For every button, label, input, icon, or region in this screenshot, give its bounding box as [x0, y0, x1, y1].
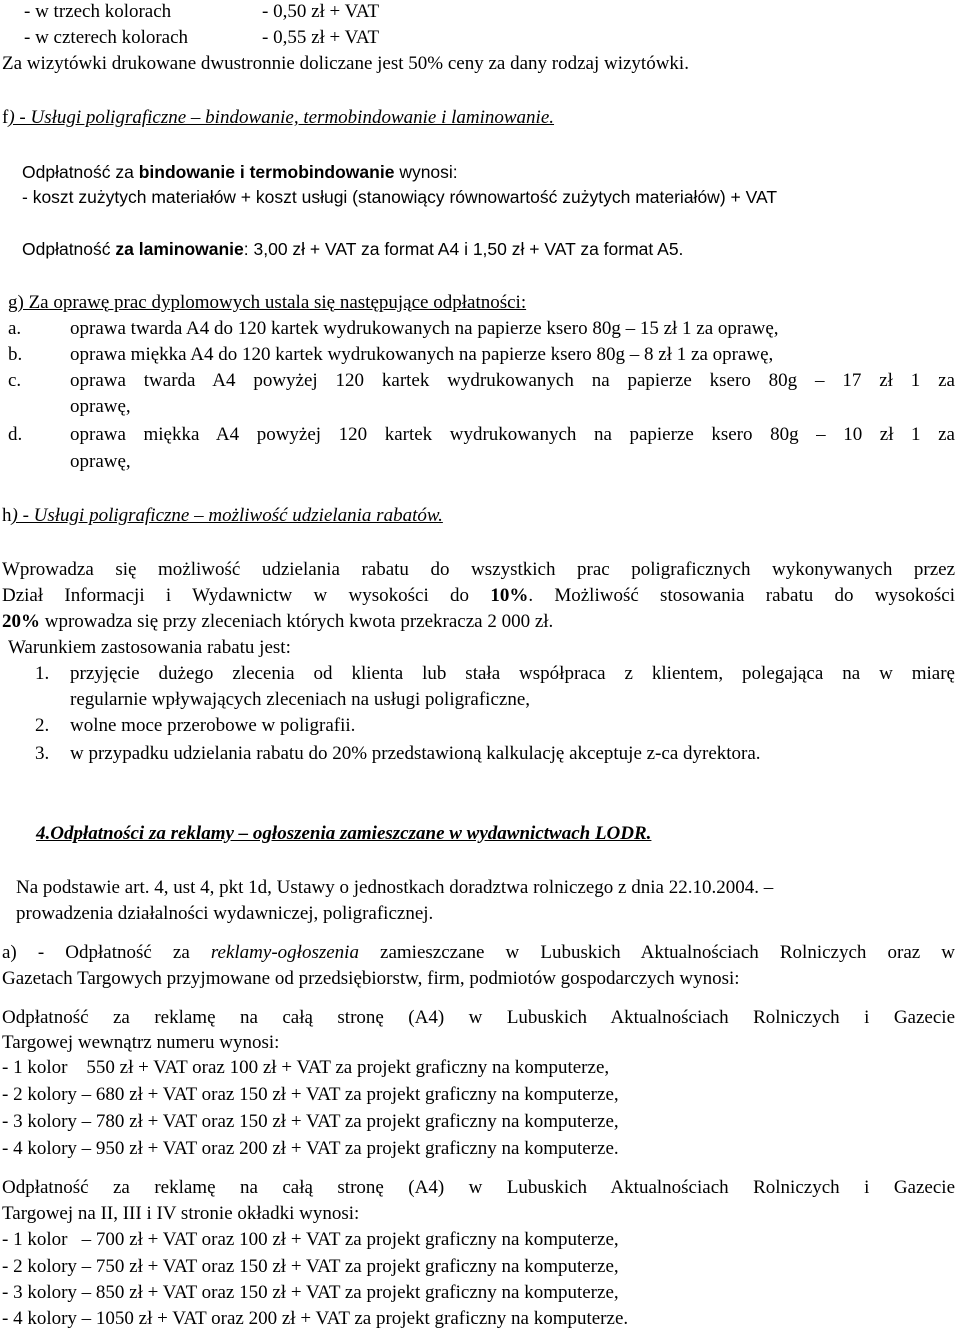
cover-price-3: - 3 kolory – 850 zł + VAT oraz 150 zł + VAT za projekt graficzny na komputerze, [2, 1282, 619, 1303]
lamination-text-end: : 3,00 zł + VAT za format A4 i 1,50 zł + VAT za format A5. [243, 239, 684, 259]
thesis-binding-item-b [8, 343, 773, 367]
item-letter: b. [8, 344, 23, 365]
section-g-heading: g) Za oprawę prac dyplomowych ustala się następujące odpłatności: [8, 292, 527, 313]
condition-3-text: w przypadku udzielania rabatu do 20% przedstawioną kalkulację akceptuje z-ca dyrektora. [70, 743, 761, 764]
discount-20-percent: 20% [2, 611, 40, 632]
thesis-binding-item-c [8, 369, 70, 393]
lamination-text: Odpłatność [22, 239, 116, 259]
thesis-binding-item-a [8, 317, 779, 341]
inner-price-4: - 4 kolory – 950 zł + VAT oraz 200 zł + VAT za projekt graficzny na komputerze. [2, 1138, 619, 1159]
cover-ad-line1: Odpłatność za reklamę na całą stronę (A4) w Lubuskich Aktualnościach Rolniczych i Gazecie [2, 1177, 955, 1198]
condition-2-number: 2. [35, 715, 50, 736]
legal-basis-line1: Na podstawie art. 4, ust 4, pkt 1d, Ustawy o jednostkach doradztwa rolniczego z dnia 22.10.2004. – [16, 877, 774, 898]
section-h-heading-text: ) - Usługi poligraficzne – możliwość udzielania rabatów. [11, 505, 443, 526]
section-h-prefix: h [2, 505, 12, 526]
cover-price-4: - 4 kolory – 1050 zł + VAT oraz 200 zł + VAT za projekt graficzny na komputerze. [2, 1308, 629, 1329]
section-f-prefix: f [2, 107, 9, 128]
item-text: oprawa miękka A4 do 120 kartek wydrukowanych na papierze ksero 80g – 8 zł 1 za oprawę, [70, 344, 774, 365]
section-h-heading [2, 504, 443, 528]
discount-para-line3 [2, 610, 553, 634]
cover-ad-line2: Targowej na II, III i IV stronie okładki wynosi: [2, 1203, 360, 1224]
binding-cost: - koszt zużytych materiałów + koszt usługi (stanowiący równowartość zużytych materiałów) + VAT [22, 187, 778, 207]
discount-text-end: . Możliwość stosowania rabatu do wysokości [528, 585, 956, 606]
binding-intro-bold: bindowanie i termobindowanie [138, 162, 395, 182]
ads-intro-line1 [2, 941, 955, 965]
discount-para-line2 [2, 584, 955, 608]
item-text: oprawa twarda A4 do 120 kartek wydrukowanych na papierze ksero 80g – 15 zł 1 za oprawę, [70, 318, 779, 339]
section-4-heading: 4.Odpłatności za reklamy – ogłoszenia zamieszczane w wydawnictwach LODR. [36, 823, 652, 844]
legal-basis-line2: prowadzenia działalności wydawniczej, poligraficznej. [16, 903, 434, 924]
condition-2-text: wolne moce przerobowe w poligrafii. [70, 715, 356, 736]
section-f-heading-text: ) - Usługi poligraficzne – bindowanie, termobindowanie i laminowanie. [8, 107, 555, 128]
section-f-heading [2, 106, 554, 130]
price-three-colors-value: - 0,50 zł + VAT [262, 1, 380, 22]
condition-1-cont: regularnie wpływających zleceniach na usługi poligraficzne, [70, 689, 531, 710]
ads-intro-italic: reklamy-ogłoszenia [210, 942, 359, 963]
ads-intro-text-end: zamieszczane w Lubuskich Aktualnościach Rolniczych oraz w [358, 942, 955, 963]
item-letter: d. [8, 424, 23, 445]
thesis-binding-item-c-text: oprawa twarda A4 powyżej 120 kartek wydrukowanych na papierze ksero 80g – 17 zł 1 za [70, 370, 955, 391]
lamination-price [22, 237, 683, 261]
price-four-colors-value: - 0,55 zł + VAT [262, 27, 380, 48]
condition-1-number: 1. [35, 663, 50, 684]
inner-ad-line2: Targowej wewnątrz numeru wynosi: [2, 1032, 280, 1053]
cover-price-2: - 2 kolory – 750 zł + VAT oraz 150 zł + VAT za projekt graficzny na komputerze, [2, 1256, 619, 1277]
cover-price-1: - 1 kolor – 700 zł + VAT oraz 100 zł + VAT za projekt graficzny na komputerze, [2, 1229, 619, 1250]
inner-ad-line1: Odpłatność za reklamę na całą stronę (A4) w Lubuskich Aktualnościach Rolniczych i Gazecie [2, 1007, 955, 1028]
discount-conditions-label: Warunkiem zastosowania rabatu jest: [8, 637, 291, 658]
discount-10-percent: 10% [490, 585, 529, 606]
item-letter: c. [8, 370, 22, 391]
binding-intro [22, 160, 458, 184]
thesis-binding-item-d [8, 423, 70, 447]
thesis-binding-item-d-text: oprawa miękka A4 powyżej 120 kartek wydrukowanych na papierze ksero 80g – 10 zł 1 za [70, 424, 955, 445]
ads-intro-line2: Gazetach Targowych przyjmowane od przedsiębiorstw, firm, podmiotów gospodarczych wynosi: [2, 968, 740, 989]
inner-price-2: - 2 kolory – 680 zł + VAT oraz 150 zł + VAT za projekt graficzny na komputerze, [2, 1084, 619, 1105]
price-three-colors-label: - w trzech kolorach [24, 1, 172, 22]
lamination-bold: za laminowanie [115, 239, 244, 259]
thesis-binding-item-d-cont: oprawę, [70, 451, 131, 472]
double-sided-note: Za wizytówki drukowane dwustronnie doliczane jest 50% ceny za dany rodzaj wizytówki. [2, 53, 689, 74]
inner-price-3: - 3 kolory – 780 zł + VAT oraz 150 zł + VAT za projekt graficzny na komputerze, [2, 1111, 619, 1132]
discount-text: Dział Informacji i Wydawnictw w wysokości do [2, 585, 491, 606]
condition-1-text: przyjęcie dużego zlecenia od klienta lub stała współpraca z klientem, polegająca na w miarę [70, 663, 955, 684]
binding-intro-end: wynosi: [394, 162, 458, 182]
discount-para-line1: Wprowadza się możliwość udzielania rabatu do wszystkich prac poligraficznych wykonywanych przez [2, 559, 955, 580]
ads-intro-text: a) - Odpłatność za [2, 942, 211, 963]
inner-price-1: - 1 kolor 550 zł + VAT oraz 100 zł + VAT za projekt graficzny na komputerze, [2, 1057, 610, 1078]
condition-3-number: 3. [35, 743, 50, 764]
binding-intro-text: Odpłatność za [22, 162, 139, 182]
item-letter: a. [8, 318, 22, 339]
discount-threshold-text: wprowadza się przy zleceniach których kwota przekracza 2 000 zł. [40, 611, 554, 632]
thesis-binding-item-c-cont: oprawę, [70, 396, 131, 417]
price-four-colors-label: - w czterech kolorach [24, 27, 189, 48]
